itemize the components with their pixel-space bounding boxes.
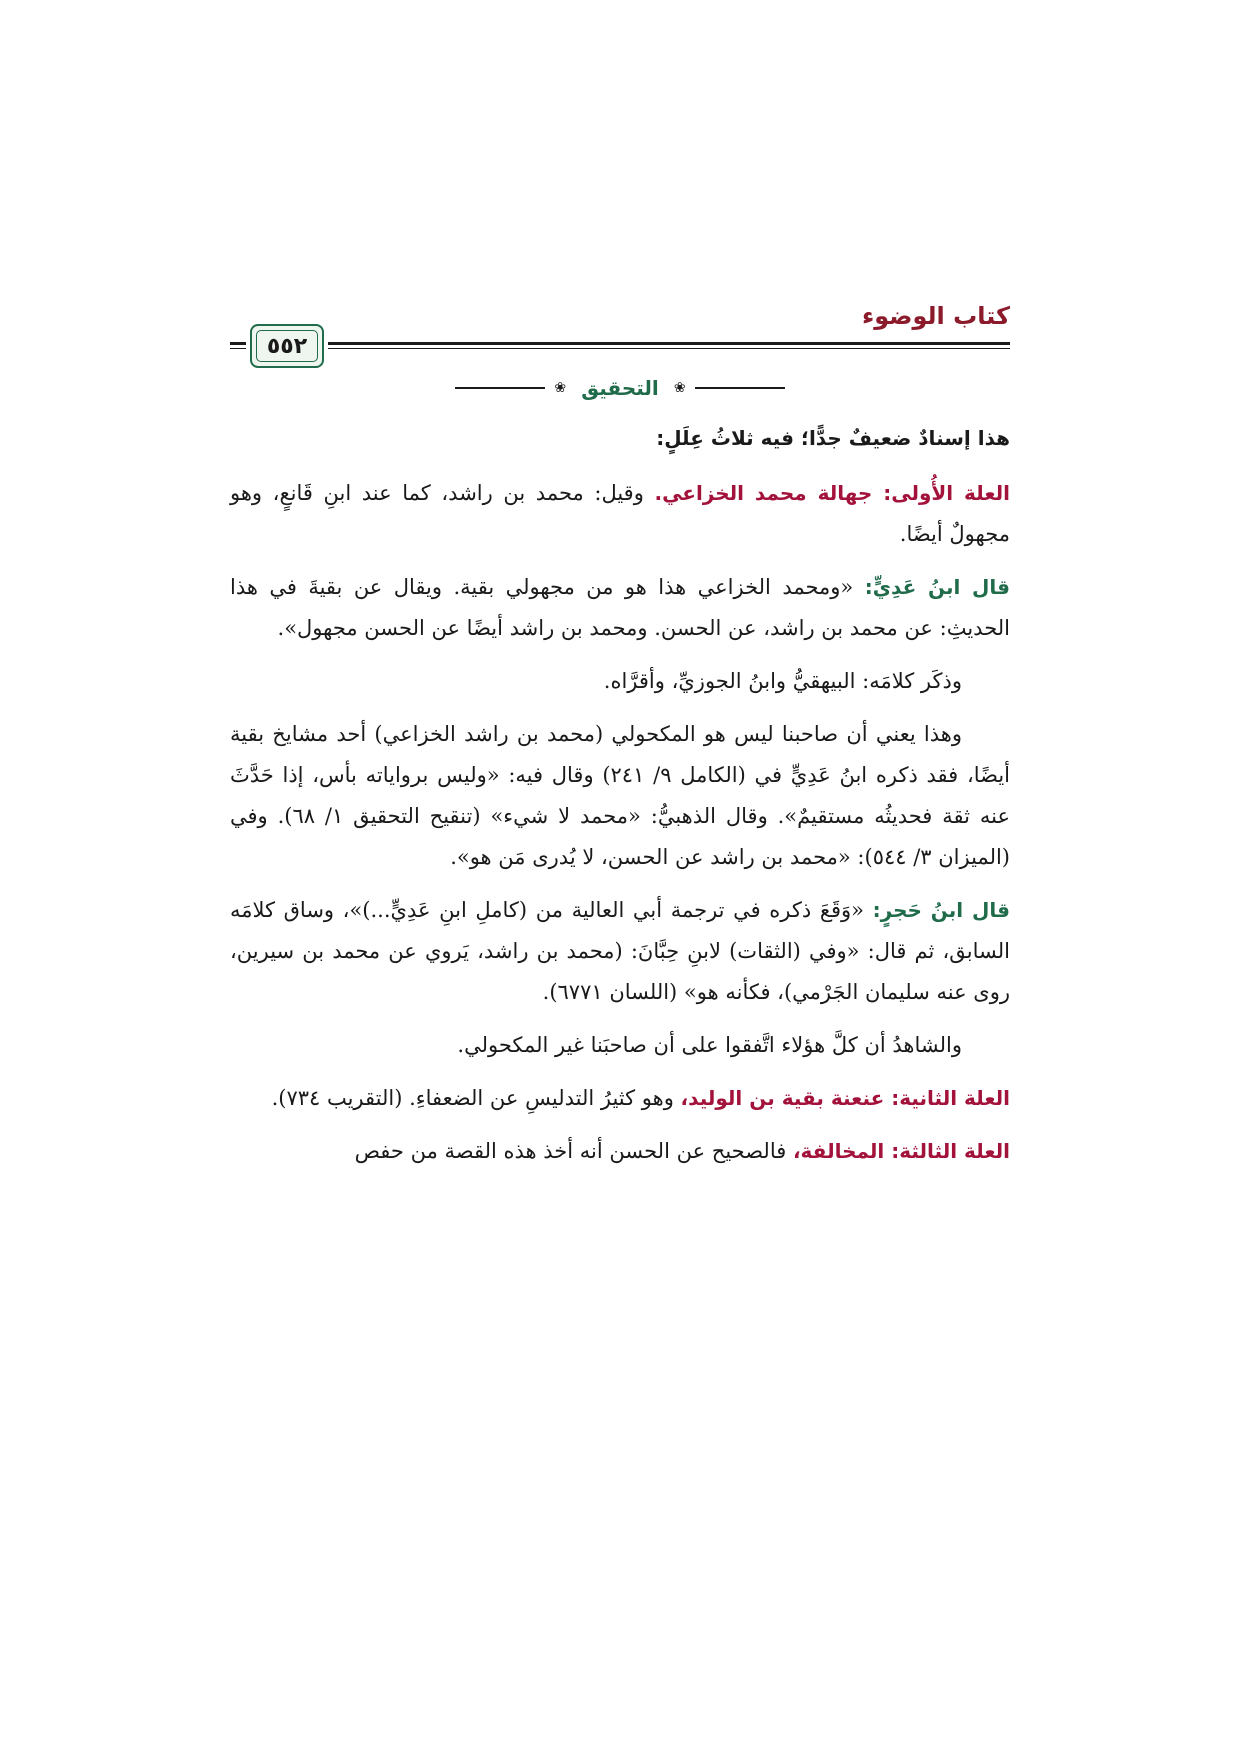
ibn-hajar-heading: قال ابنُ حَجرٍ:	[872, 898, 1010, 922]
flower-ornament-icon: ❀	[554, 380, 567, 396]
intro-paragraph: هذا إسنادٌ ضعيفٌ جدًّا؛ فيه ثلاثُ عِلَلٍ:	[656, 426, 1010, 450]
paragraph-first-defect	[230, 473, 1010, 555]
page-number-badge	[250, 324, 324, 368]
paragraph-ibn-adi	[230, 567, 1010, 649]
running-header	[230, 300, 1010, 360]
ibn-adi-text: «ومحمد الخزاعي هذا هو من مجهولي بقية. ويقال عن بقيةَ في هذا الحديثِ: عن محمد بن راشد، عن الحسن. ومحمد بن راشد أيضًا عن الحسن مجهول».	[230, 575, 1010, 640]
paragraph-bayhaqi: وذكَر كلامَه: البيهقيُّ وابنُ الجوزيِّ، وأقرَّاه.	[603, 669, 962, 693]
book-title: كتاب الوضوء	[861, 302, 1010, 330]
ibn-adi-heading: قال ابنُ عَدِيٍّ:	[864, 575, 1010, 599]
flower-ornament-icon: ❀	[673, 380, 686, 396]
paragraph-makhuli: وهذا يعني أن صاحبنا ليس هو المكحولي (محمد بن راشد الخزاعي) أحد مشايخ بقية أيضًا، فقد ذكره ابنُ عَدِيٍّ في (الكامل ٩/ ٢٤١) وقال فيه: «وليس برواياته بأس، إذا حَدَّثَ عنه ثقة فحديثُه مستقيمٌ». وقال الذهبيُّ: «محمد لا شيء» (تنقيح التحقيق ١/ ٦٨). وفي (الميزان ٣/ ٥٤٤): «محمد بن راشد عن الحسن، لا يُدرى مَن هو».	[230, 722, 1011, 869]
header-rule-thin	[328, 348, 1010, 349]
first-defect-heading: العلة الأُولى: جهالة محمد الخزاعي.	[654, 481, 1010, 505]
second-defect-text: وهو كثيرُ التدليسِ عن الضعفاءِ. (التقريب ٧٣٤).	[271, 1086, 681, 1110]
section-title: التحقيق	[581, 376, 659, 400]
paragraph-witness: والشاهدُ أن كلَّ هؤلاء اتَّفقوا على أن صاحبَنا غير المكحولي.	[457, 1033, 962, 1057]
page	[230, 300, 1010, 1700]
page-number: ٥٥٢	[266, 333, 308, 359]
ornament-line-right	[695, 387, 785, 389]
header-rule-left-thick	[230, 342, 246, 345]
section-heading	[230, 376, 1010, 406]
second-defect-heading: العلة الثانية: عنعنة بقية بن الوليد،	[680, 1086, 1010, 1110]
header-rule-thick	[328, 342, 1010, 345]
ornament-line-left	[455, 387, 545, 389]
paragraph-third-defect	[230, 1131, 1010, 1172]
paragraph-second-defect	[230, 1078, 1010, 1119]
body-text	[230, 418, 1010, 1184]
first-defect-text: وقيل: محمد بن راشد، كما عند ابنِ قَانعٍ، وهو مجهولٌ أيضًا.	[230, 481, 1010, 546]
third-defect-text: فالصحيح عن الحسن أنه أخذ هذه القصة من حفص	[354, 1139, 793, 1163]
header-rule-left-thin	[230, 348, 246, 349]
ibn-hajar-text: «وَقَعَ ذكره في ترجمة أبي العالية من (كاملِ ابنِ عَدِيٍّ...)»، وساق كلامَه السابق، ثم قال: «وفي (الثقات) لابنِ حِبَّانَ: (محمد بن راشد، يَروي عن محمد بن سيرين، روى عنه سليمان الجَرْمي)، فكأنه هو» (اللسان ٦٧٧١).	[230, 898, 1010, 1004]
paragraph-ibn-hajar	[230, 890, 1010, 1013]
third-defect-heading: العلة الثالثة: المخالفة،	[792, 1139, 1010, 1163]
